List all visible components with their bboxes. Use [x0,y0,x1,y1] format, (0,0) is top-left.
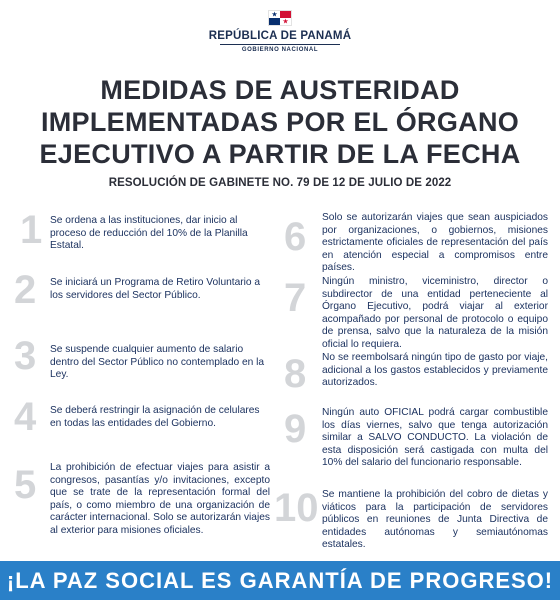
measure-item-1 [20,208,270,253]
gobierno-label: GOBIERNO NACIONAL [241,47,319,53]
measure-text: Se ordena a las instituciones, dar inicio al proceso de reducción del 10% de la Planilla Estatal. [50,215,248,251]
measure-item-8 [284,352,548,396]
measure-item-6 [284,212,548,275]
panama-flag-icon [268,10,292,26]
page-title [0,74,560,170]
measure-item-7 [284,276,548,351]
measure-text: Ningún auto OFICIAL podrá cargar combustible los días viernes, salvo que tenga autorización similar a SALVO CONDUCTO. La violación de esta disposición será castigada con multa del 10% del salario del funcionario responsable. [322,407,548,468]
measure-number: 10 [274,486,319,530]
measure-number: 3 [14,334,37,378]
measure-item-10 [274,486,548,552]
measure-number: 9 [284,407,307,451]
header [0,10,560,53]
measure-item-4 [14,395,270,439]
measure-item-5 [14,462,270,537]
measure-item-2 [14,268,270,312]
measure-text: La prohibición de efectuar viajes para asistir a congresos, pasantías y/o invitaciones, excepto que se trate de la representación formal del país, o como miembro de una organización de carácter internacional. Solo se autorizarán viajes al exterior para misiones oficiales. [50,462,270,536]
measure-item-9 [284,407,548,470]
measure-text: Se deberá restringir la asignación de celulares en todas las entidades del Gobierno. [50,405,260,429]
measure-text: Se suspende cualquier aumento de salario dentro del Sector Público no contemplado en la Ley. [50,344,265,380]
measure-number: 5 [14,463,37,507]
measure-number: 7 [284,276,307,320]
measure-text: Se iniciará un Programa de Retiro Voluntario a los servidores del Sector Público. [50,277,261,301]
title-line: EJECUTIVO A PARTIR DE LA FECHA [39,139,521,169]
measure-number: 1 [20,208,43,252]
measure-text: Se mantiene la prohibición del cobro de dietas y viáticos para la participación de servidores públicos en reuniones de Junta Directiva de entidades autónomas y semiautónomas estatales. [322,489,548,550]
measure-text: Solo se autorizarán viajes que sean auspiciados por organizaciones, o gobiernos, misiones estrictamente oficiales de representación del país en atención especial a compromisos entre países. [322,212,548,273]
measure-number: 8 [284,352,307,396]
measure-number: 2 [14,268,37,312]
measure-number: 6 [284,215,307,259]
header-divider [220,44,340,45]
resolution-subtitle: RESOLUCIÓN DE GABINETE NO. 79 DE 12 DE JULIO DE 2022 [108,177,452,189]
republica-label: REPÚBLICA DE PANAMÁ [208,30,352,42]
title-line: IMPLEMENTADAS POR EL ÓRGANO [40,107,520,137]
measure-text: Ningún ministro, viceministro, director o subdirector de una entidad perteneciente al Órgano Ejecutivo, podrá viajar al exterior acompañado por personal de protocolo o equipo de prensa, salvo que la naturaleza de la misión oficial lo requiera. [322,276,548,350]
measure-item-3 [14,334,270,382]
measure-number: 4 [14,395,37,439]
title-line: MEDIDAS DE AUSTERIDAD [100,75,460,105]
measure-text: No se reembolsará ningún tipo de gasto por viaje, adicional a los gastos establecidos y previamente autorizados. [322,352,548,388]
slogan-banner: ¡LA PAZ SOCIAL ES GARANTÍA DE PROGRESO! [0,561,560,600]
